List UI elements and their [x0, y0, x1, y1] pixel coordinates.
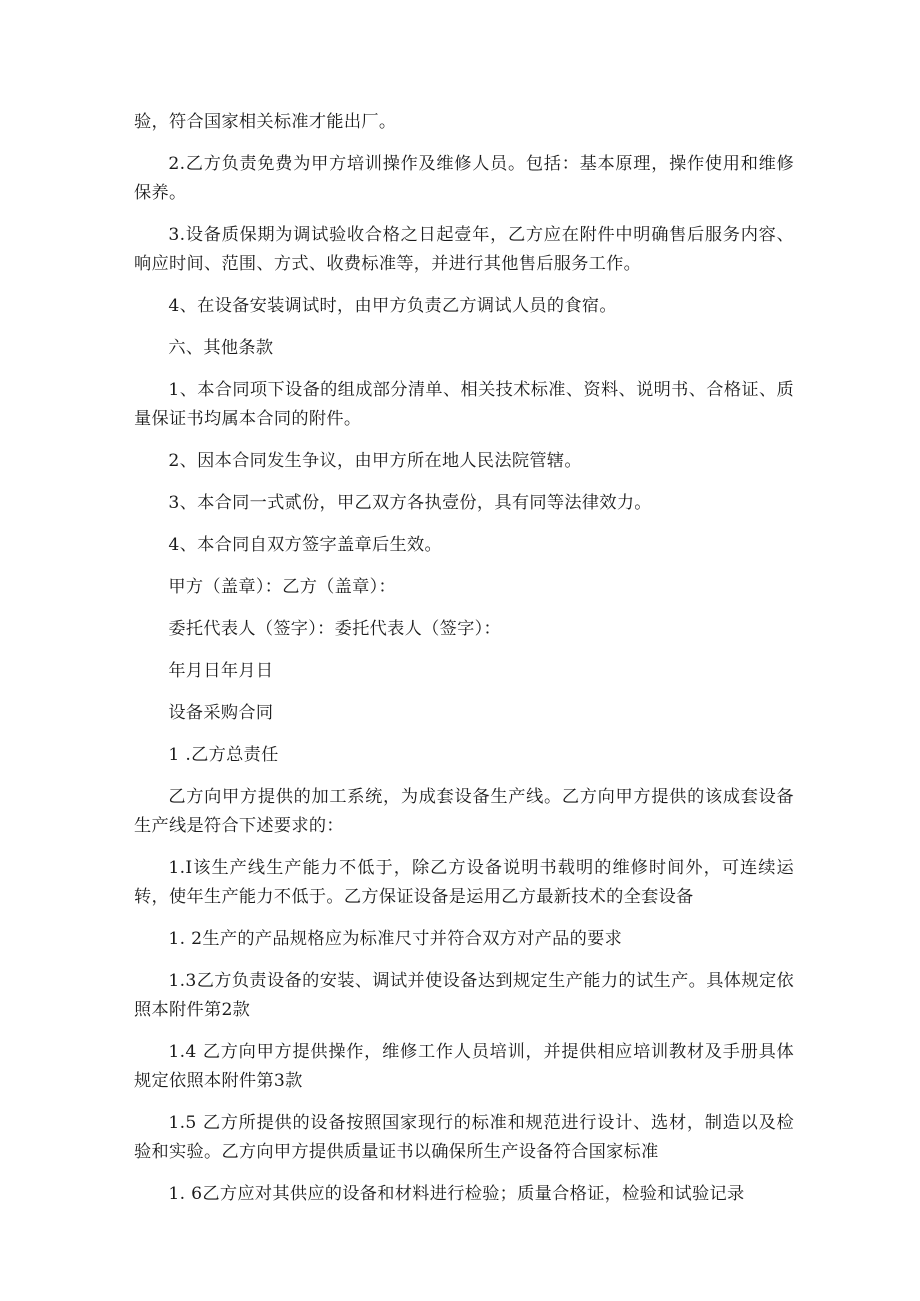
paragraph-item-1-1: 1.I该生产线生产能力不低于，除乙方设备说明书载明的维修时间外，可连续运转，使年生产能力不低于。乙方保证设备是运用乙方最新技术的全套设备 — [134, 858, 794, 907]
paragraph-copies-clause: 3、本合同一式贰份，甲乙双方各执壹份，具有同等法律效力。 — [168, 493, 652, 513]
paragraph-effective-clause: 4、本合同自双方签字盖章后生效。 — [168, 535, 442, 555]
paragraph-dispute-clause: 2、因本合同发生争议，由甲方所在地人民法院管辖。 — [168, 451, 582, 471]
paragraph-item-1-5: 1.5 乙方所提供的设备按照国家现行的标准和规范进行设计、选材，制造以及检验和实验。乙方向甲方提供质量证书以确保所生产设备符合国家标准 — [134, 1113, 794, 1162]
paragraph-continuation: 验，符合国家相关标准才能出厂。 — [134, 112, 397, 132]
paragraph-accommodation-clause: 4、在设备安装调试时，由甲方负责乙方调试人员的食宿。 — [168, 296, 617, 316]
signature-date-line: 年月日年月日 — [168, 661, 274, 681]
paragraph-item-1-4: 1.4 乙方向甲方提供操作，维修工作人员培训，并提供相应培训教材及手册具体规定依照本附件第3款 — [134, 1042, 794, 1091]
document-body — [134, 108, 794, 1222]
paragraph-training-clause: 2.乙方负责免费为甲方培训操作及维修人员。包括：基本原理，操作使用和维修保养。 — [134, 154, 794, 203]
paragraph-warranty-clause: 3.设备质保期为调试验收合格之日起壹年，乙方应在附件中明确售后服务内容、响应时间、范围、方式、收费标准等，并进行其他售后服务工作。 — [134, 225, 794, 274]
signature-representative-line: 委托代表人（签字）：委托代表人（签字）： — [168, 619, 501, 639]
paragraph-item-1-6: 1. 6乙方应对其供应的设备和材料进行检验；质量合格证，检验和试验记录 — [168, 1184, 745, 1204]
paragraph-attachments-clause: 1、本合同项下设备的组成部分清单、相关技术标准、资料、说明书、合格证、质量保证书均属本合同的附件。 — [134, 380, 794, 429]
paragraph-production-line: 乙方向甲方提供的加工系统，为成套设备生产线。乙方向甲方提供的该成套设备生产线是符合下述要求的： — [134, 787, 794, 836]
section-heading-overall-responsibility: 1 .乙方总责任 — [168, 745, 279, 765]
section-heading-other-terms: 六、其他条款 — [168, 338, 274, 358]
paragraph-item-1-2: 1. 2生产的产品规格应为标准尺寸并符合双方对产品的要求 — [168, 929, 623, 949]
paragraph-item-1-3: 1.3乙方负责设备的安装、调试并使设备达到规定生产能力的试生产。具体规定依照本附件第2款 — [134, 971, 794, 1020]
contract-title: 设备采购合同 — [168, 703, 274, 723]
signature-seal-line: 甲方（盖章）：乙方（盖章）： — [168, 577, 397, 597]
